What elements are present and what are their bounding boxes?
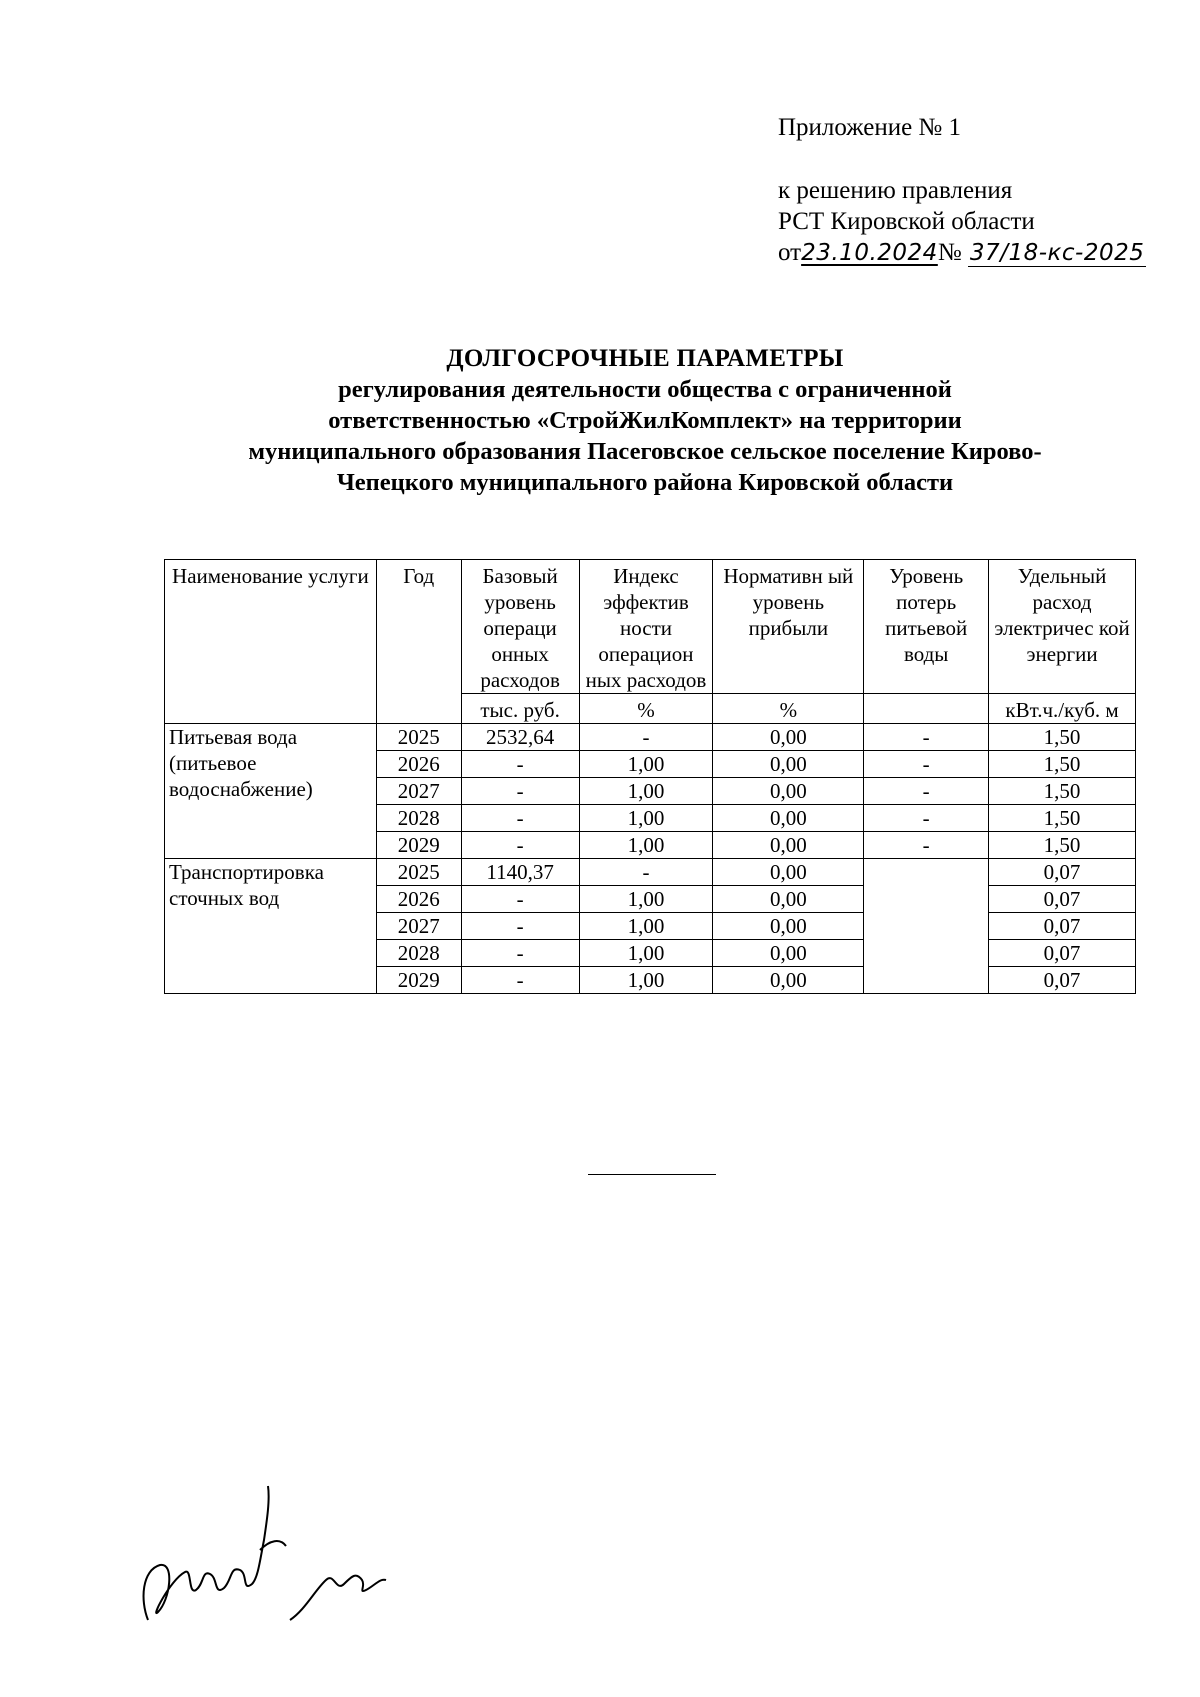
header-energy: Удельный расход электричес кой энергии <box>989 560 1136 694</box>
cell-year: 2027 <box>376 913 461 940</box>
header-profit: Нормативн ый уровень прибыли <box>713 560 864 694</box>
cell-year: 2029 <box>376 832 461 859</box>
heading-title: ДОЛГОСРОЧНЫЕ ПАРАМЕТРЫ <box>446 345 844 372</box>
parameters-table <box>164 559 1136 994</box>
cell-profit: 0,00 <box>713 967 864 994</box>
cell-base: - <box>461 778 579 805</box>
cell-index: 1,00 <box>579 751 713 778</box>
unit-base: тыс. руб. <box>461 694 579 724</box>
cell-year: 2026 <box>376 886 461 913</box>
cell-profit: 0,00 <box>713 724 864 751</box>
cell-profit: 0,00 <box>713 805 864 832</box>
document-heading <box>150 343 1140 498</box>
service-name: Транспортировка сточных вод <box>165 859 377 994</box>
cell-base: 2532,64 <box>461 724 579 751</box>
header-base: Базовый уровень операци онных расходов <box>461 560 579 694</box>
appendix-decision-line <box>778 237 1178 269</box>
cell-index: 1,00 <box>579 913 713 940</box>
cell-base: - <box>461 805 579 832</box>
cell-year: 2025 <box>376 724 461 751</box>
cell-year: 2028 <box>376 940 461 967</box>
handwritten-signatures <box>130 1480 430 1630</box>
cell-profit: 0,00 <box>713 778 864 805</box>
unit-index: % <box>579 694 713 724</box>
cell-profit: 0,00 <box>713 832 864 859</box>
appendix-line-2: РСТ Кировской области <box>778 208 1035 235</box>
cell-energy: 0,07 <box>989 967 1136 994</box>
appendix-block <box>778 112 1178 269</box>
cell-index: - <box>579 859 713 886</box>
number-prefix: № <box>937 239 962 266</box>
cell-loss: - <box>864 778 989 805</box>
cell-year: 2027 <box>376 778 461 805</box>
unit-energy: кВт.ч./куб. м <box>989 694 1136 724</box>
cell-energy: 1,50 <box>989 724 1136 751</box>
cell-energy: 0,07 <box>989 940 1136 967</box>
cell-profit: 0,00 <box>713 751 864 778</box>
decision-date: 23.10.2024 <box>801 240 938 266</box>
cell-base: - <box>461 913 579 940</box>
cell-base: - <box>461 967 579 994</box>
cell-base: - <box>461 940 579 967</box>
cell-energy: 1,50 <box>989 778 1136 805</box>
cell-base: - <box>461 832 579 859</box>
header-loss: Уровень потерь питьевой воды <box>864 560 989 694</box>
cell-base: - <box>461 886 579 913</box>
heading-line-4: Чепецкого муниципального района Кировской области <box>336 469 954 496</box>
heading-line-2: ответственностью «СтройЖилКомплект» на территории <box>328 407 962 434</box>
cell-loss: - <box>864 751 989 778</box>
cell-index: 1,00 <box>579 832 713 859</box>
appendix-line-1: к решению правления <box>778 177 1013 204</box>
header-service: Наименование услуги <box>165 560 377 724</box>
table-row <box>165 859 1136 886</box>
cell-energy: 0,07 <box>989 886 1136 913</box>
end-divider <box>588 1174 716 1175</box>
cell-index: - <box>579 724 713 751</box>
cell-index: 1,00 <box>579 805 713 832</box>
cell-index: 1,00 <box>579 778 713 805</box>
cell-loss-empty <box>864 859 989 994</box>
heading-line-1: регулирования деятельности общества с ограниченной <box>338 376 952 403</box>
cell-energy: 0,07 <box>989 859 1136 886</box>
cell-year: 2025 <box>376 859 461 886</box>
cell-index: 1,00 <box>579 967 713 994</box>
date-prefix: от <box>778 239 802 266</box>
cell-base: 1140,37 <box>461 859 579 886</box>
cell-loss: - <box>864 832 989 859</box>
cell-profit: 0,00 <box>713 886 864 913</box>
cell-loss: - <box>864 805 989 832</box>
unit-loss <box>864 694 989 724</box>
cell-index: 1,00 <box>579 886 713 913</box>
heading-line-3: муниципального образования Пасеговское сельское поселение Кирово- <box>248 438 1042 465</box>
appendix-title: Приложение № 1 <box>778 114 962 141</box>
cell-loss: - <box>864 724 989 751</box>
cell-year: 2026 <box>376 751 461 778</box>
signature-2 <box>290 1576 386 1620</box>
cell-energy: 1,50 <box>989 805 1136 832</box>
cell-base: - <box>461 751 579 778</box>
cell-profit: 0,00 <box>713 859 864 886</box>
cell-energy: 0,07 <box>989 913 1136 940</box>
unit-profit: % <box>713 694 864 724</box>
header-year: Год <box>376 560 461 724</box>
table-row <box>165 724 1136 751</box>
service-name: Питьевая вода (питьевое водоснабжение) <box>165 724 377 859</box>
signature-1 <box>144 1486 286 1620</box>
header-index: Индекс эффектив ности операцион ных расходов <box>579 560 713 694</box>
cell-year: 2028 <box>376 805 461 832</box>
cell-year: 2029 <box>376 967 461 994</box>
decision-number: 37/18-кс-2025 <box>969 240 1145 266</box>
cell-energy: 1,50 <box>989 751 1136 778</box>
cell-profit: 0,00 <box>713 940 864 967</box>
cell-profit: 0,00 <box>713 913 864 940</box>
cell-index: 1,00 <box>579 940 713 967</box>
cell-energy: 1,50 <box>989 832 1136 859</box>
